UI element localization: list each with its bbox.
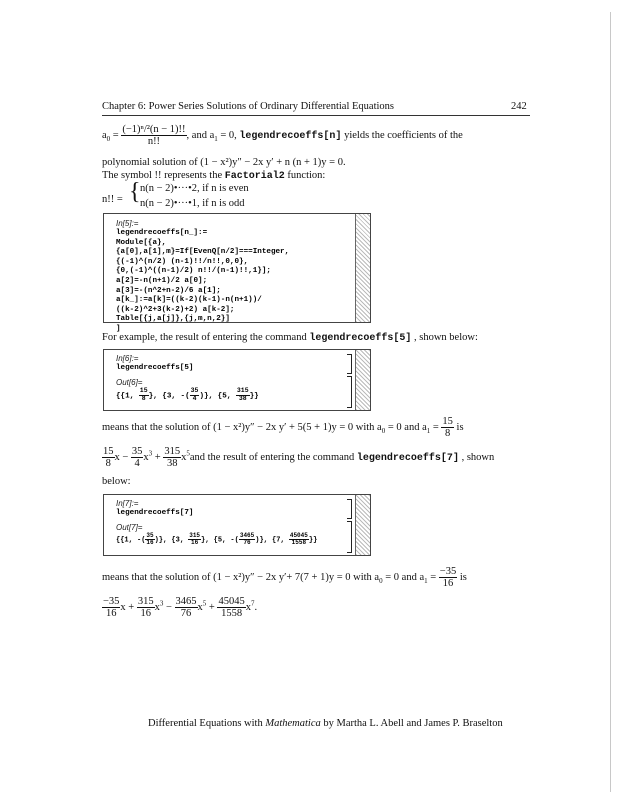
out7-result: {{1, -( $\frac{35}{16}$ )}, {3, $\frac{315}{16}$ }, {5, -( $\frac{3465}{76}$ )}, {7, $\frac{45045}{1558}$ }} [116, 532, 318, 547]
a0-formula-line: $a_0$ = $\frac{\text{(−1)ⁿ/²(n − 1)!!}}{n!!}$ , and $a_1 = 0$, legendrecoeffs[n] yields the coefficients of the [102, 124, 463, 148]
out6-result: {{1, $\frac{15}{8}$ }, {3, -( $\frac{35}{4}$ )}, {5, $\frac{315}{38}$ }} [116, 387, 259, 402]
code-line: ] [116, 324, 121, 333]
code-line: {0,(-1)^((n-1)/2) n!!/(n-1)!!,1}]; [116, 267, 271, 276]
legendrecoeffs-n-cmd: legendrecoeffs[n] [239, 130, 342, 142]
cases-brace: { [129, 179, 141, 205]
in6-label: In[6]:= [116, 354, 139, 363]
a0-label: a [102, 129, 107, 141]
a0-fraction: $\frac{\text{(−1)ⁿ/²(n − 1)!!}}{n!!}$ [122, 124, 186, 148]
legendrecoeffs-5-cmd: legendrecoeffs[5] [309, 333, 412, 344]
cell-scrollbar[interactable] [355, 350, 370, 410]
in6-code: legendrecoeffs[5] [116, 364, 194, 372]
in5-code [116, 229, 289, 335]
code-line: {a[0],a[1],m}=If[EvenQ[n/2]===Integer, [116, 248, 290, 257]
in5-label: In[5]:= [116, 219, 139, 228]
a1-fraction: $\frac{-35}{16}$ [439, 566, 457, 590]
cell-scrollbar[interactable] [355, 495, 370, 555]
case-odd: n(n − 2)•···•1, if n is odd [140, 198, 245, 209]
code-line: Module[{a}, [116, 238, 167, 247]
notebook-cell-in5[interactable] [103, 213, 371, 333]
para-solution-7: means that the solution of (1 − x²)y″ − 2x y′+ 7(7 + 1)y = 0 with $a_0 = 0$ and $a_1$ = $\frac{-35}{16}$ is [102, 566, 467, 590]
out7-label: Out[7]= [116, 523, 143, 532]
cell-scrollbar[interactable] [355, 214, 370, 322]
code-line: a[2]=-n(n+1)/2 a[0]; [116, 276, 208, 285]
intro-line2: polynomial solution of (1 − x²)y″ − 2x y′ + n (n + 1)y = 0. [102, 157, 346, 168]
below-label: below: [102, 476, 131, 487]
out6-label: Out[6]= [116, 378, 143, 387]
cell-bracket[interactable] [347, 376, 352, 408]
page-edge-line [610, 12, 611, 792]
poly-degree-7: $\frac{-35}{16}$ x + $\frac{315}{16}$ $x^3$ − $\frac{3465}{76}$ $x^5$ + $\frac{45045}{1558}$ $x^7$. [103, 596, 258, 620]
legendrecoeffs-7-cmd: legendrecoeffs[7] [356, 452, 459, 464]
page-number: 242 [511, 101, 527, 112]
double-factorial-label: n!! = [102, 194, 123, 205]
notebook-cell-in6[interactable] [103, 349, 371, 411]
code-line: a[3]=-(n^2+n-2)/6 a[1]; [116, 286, 221, 295]
notebook-cell-in7[interactable] [103, 494, 371, 556]
chapter-title: Chapter 6: Power Series Solutions of Ordinary Differential Equations [102, 101, 395, 112]
cell-bracket[interactable] [347, 354, 352, 374]
cell-bracket[interactable] [347, 521, 352, 553]
in7-label: In[7]:= [116, 499, 139, 508]
case-even: n(n − 2)•···•2, if n is even [140, 183, 249, 194]
a1-fraction: $\frac{15}{8}$ [442, 416, 453, 440]
code-line: Table[{j,a[j]},{j,m,n,2}] [116, 315, 230, 324]
factorial2-cmd: Factorial2 [224, 171, 285, 182]
para-solution-5: means that the solution of (1 − x²)y″ − 2x y′ + 5(5 + 1)y = 0 with $a_0 = 0$ and $a_1$ = $\frac{15}{8}$ is [102, 416, 464, 440]
in7-code: legendrecoeffs[7] [116, 509, 194, 517]
code-line: ((k-2)^2+3(k-2)+2) a[k-2]; [116, 305, 235, 314]
poly-degree-5: $\frac{15}{8}$ x − $\frac{35}{4}$ $x^3$ + $\frac{315}{38}$ $x^5and$ the result of entering the command legendrecoeffs[7] , shown [103, 446, 495, 470]
intro-line3: The symbol !! represents the Factorial2 function: [102, 170, 326, 182]
footer: Differential Equations with Mathematica by Martha L. Abell and James P. Braselton [148, 718, 503, 729]
para-example-5: For example, the result of entering the command legendrecoeffs[5] , shown below: [102, 332, 478, 344]
code-line: {(-1)^(n/2) (n-1)!!/n!!,0,0}, [116, 257, 249, 266]
cell-bracket[interactable] [347, 499, 352, 519]
header-rule [102, 115, 530, 116]
code-line: legendrecoeffs[n_]:= [116, 229, 208, 237]
code-line: a[k_]:=a[k]=((k-2)(k-1)-n(n+1))/ [116, 296, 262, 305]
